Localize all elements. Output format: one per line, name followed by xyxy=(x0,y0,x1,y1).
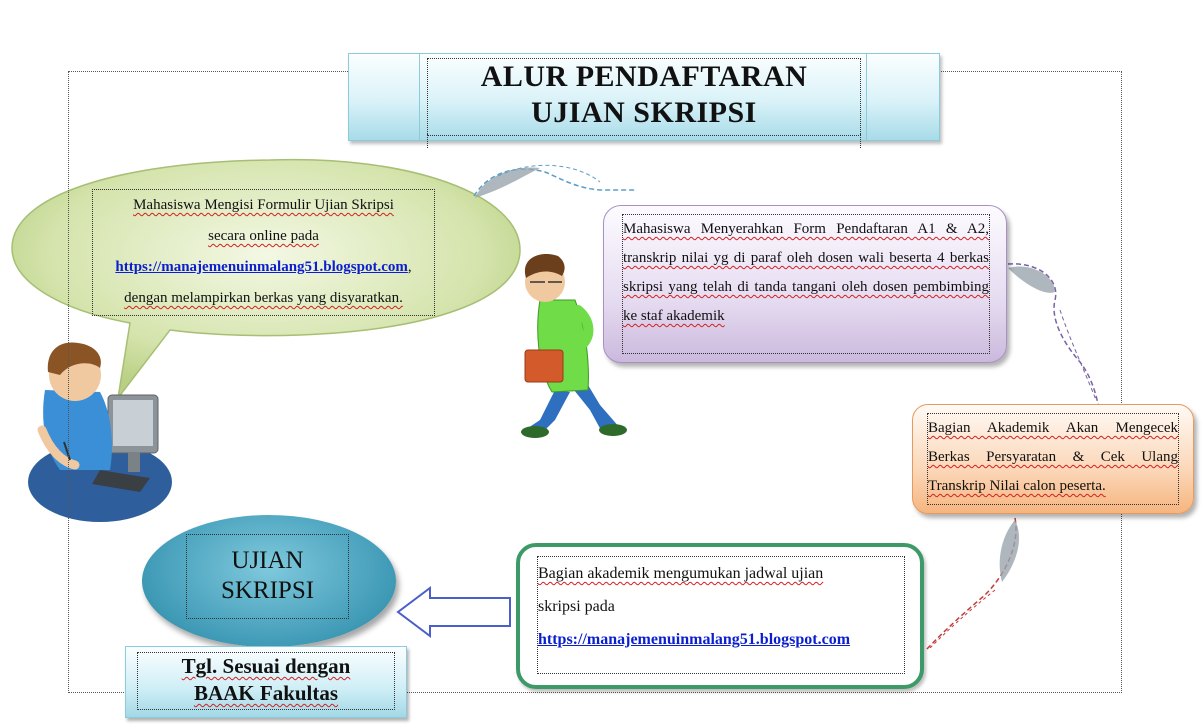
date-note-line-2: BAAK Fakultas xyxy=(193,681,339,705)
step-1-line-1: Mahasiswa Mengisi Formulir Ujian Skripsi xyxy=(133,197,394,213)
result-line-2: SKRIPSI xyxy=(220,577,315,604)
step-1-link-suffix: , xyxy=(407,259,412,275)
title-tail xyxy=(427,134,861,148)
title-line-2: UJIAN SKRIPSI xyxy=(531,96,757,129)
step-4-line-2: skripsi pada xyxy=(538,598,615,615)
step-1-link[interactable]: https://manajemenuinmalang51.blogspot.com xyxy=(115,259,408,275)
step-4-link[interactable]: https://manajemenuinmalang51.blogspot.com xyxy=(538,631,851,648)
date-note-line-1: Tgl. Sesuai dengan xyxy=(181,654,351,678)
page-title xyxy=(427,58,861,136)
step-2-text xyxy=(622,214,990,354)
step-1-line-4: dengan melampirkan berkas yang disyaratkan. xyxy=(124,290,403,306)
step-4-text xyxy=(537,556,905,674)
step-1-text xyxy=(92,189,435,316)
step-3-text xyxy=(927,413,1179,505)
step-4-line-1: Bagian akademik mengumukan jadwal ujian xyxy=(538,565,824,582)
result-line-1: UJIAN xyxy=(231,547,304,574)
date-note-text xyxy=(137,652,395,710)
step-2-body: Mahasiswa Menyerahkan Form Pendaftaran A1 & A2, transkrip nilai yg di paraf oleh dosen wali beserta 4 berkas skripsi yang telah di tanda tangani oleh dosen pembimbing ke staf akademik xyxy=(623,221,989,324)
step-1-line-2: secara online pada xyxy=(208,228,319,244)
step-3-body: Bagian Akademik Akan Mengecek Berkas Persyaratan & Cek Ulang Transkrip Nilai calon peserta. xyxy=(928,420,1178,494)
title-line-1: ALUR PENDAFTARAN xyxy=(480,60,808,93)
result-text xyxy=(186,534,349,619)
